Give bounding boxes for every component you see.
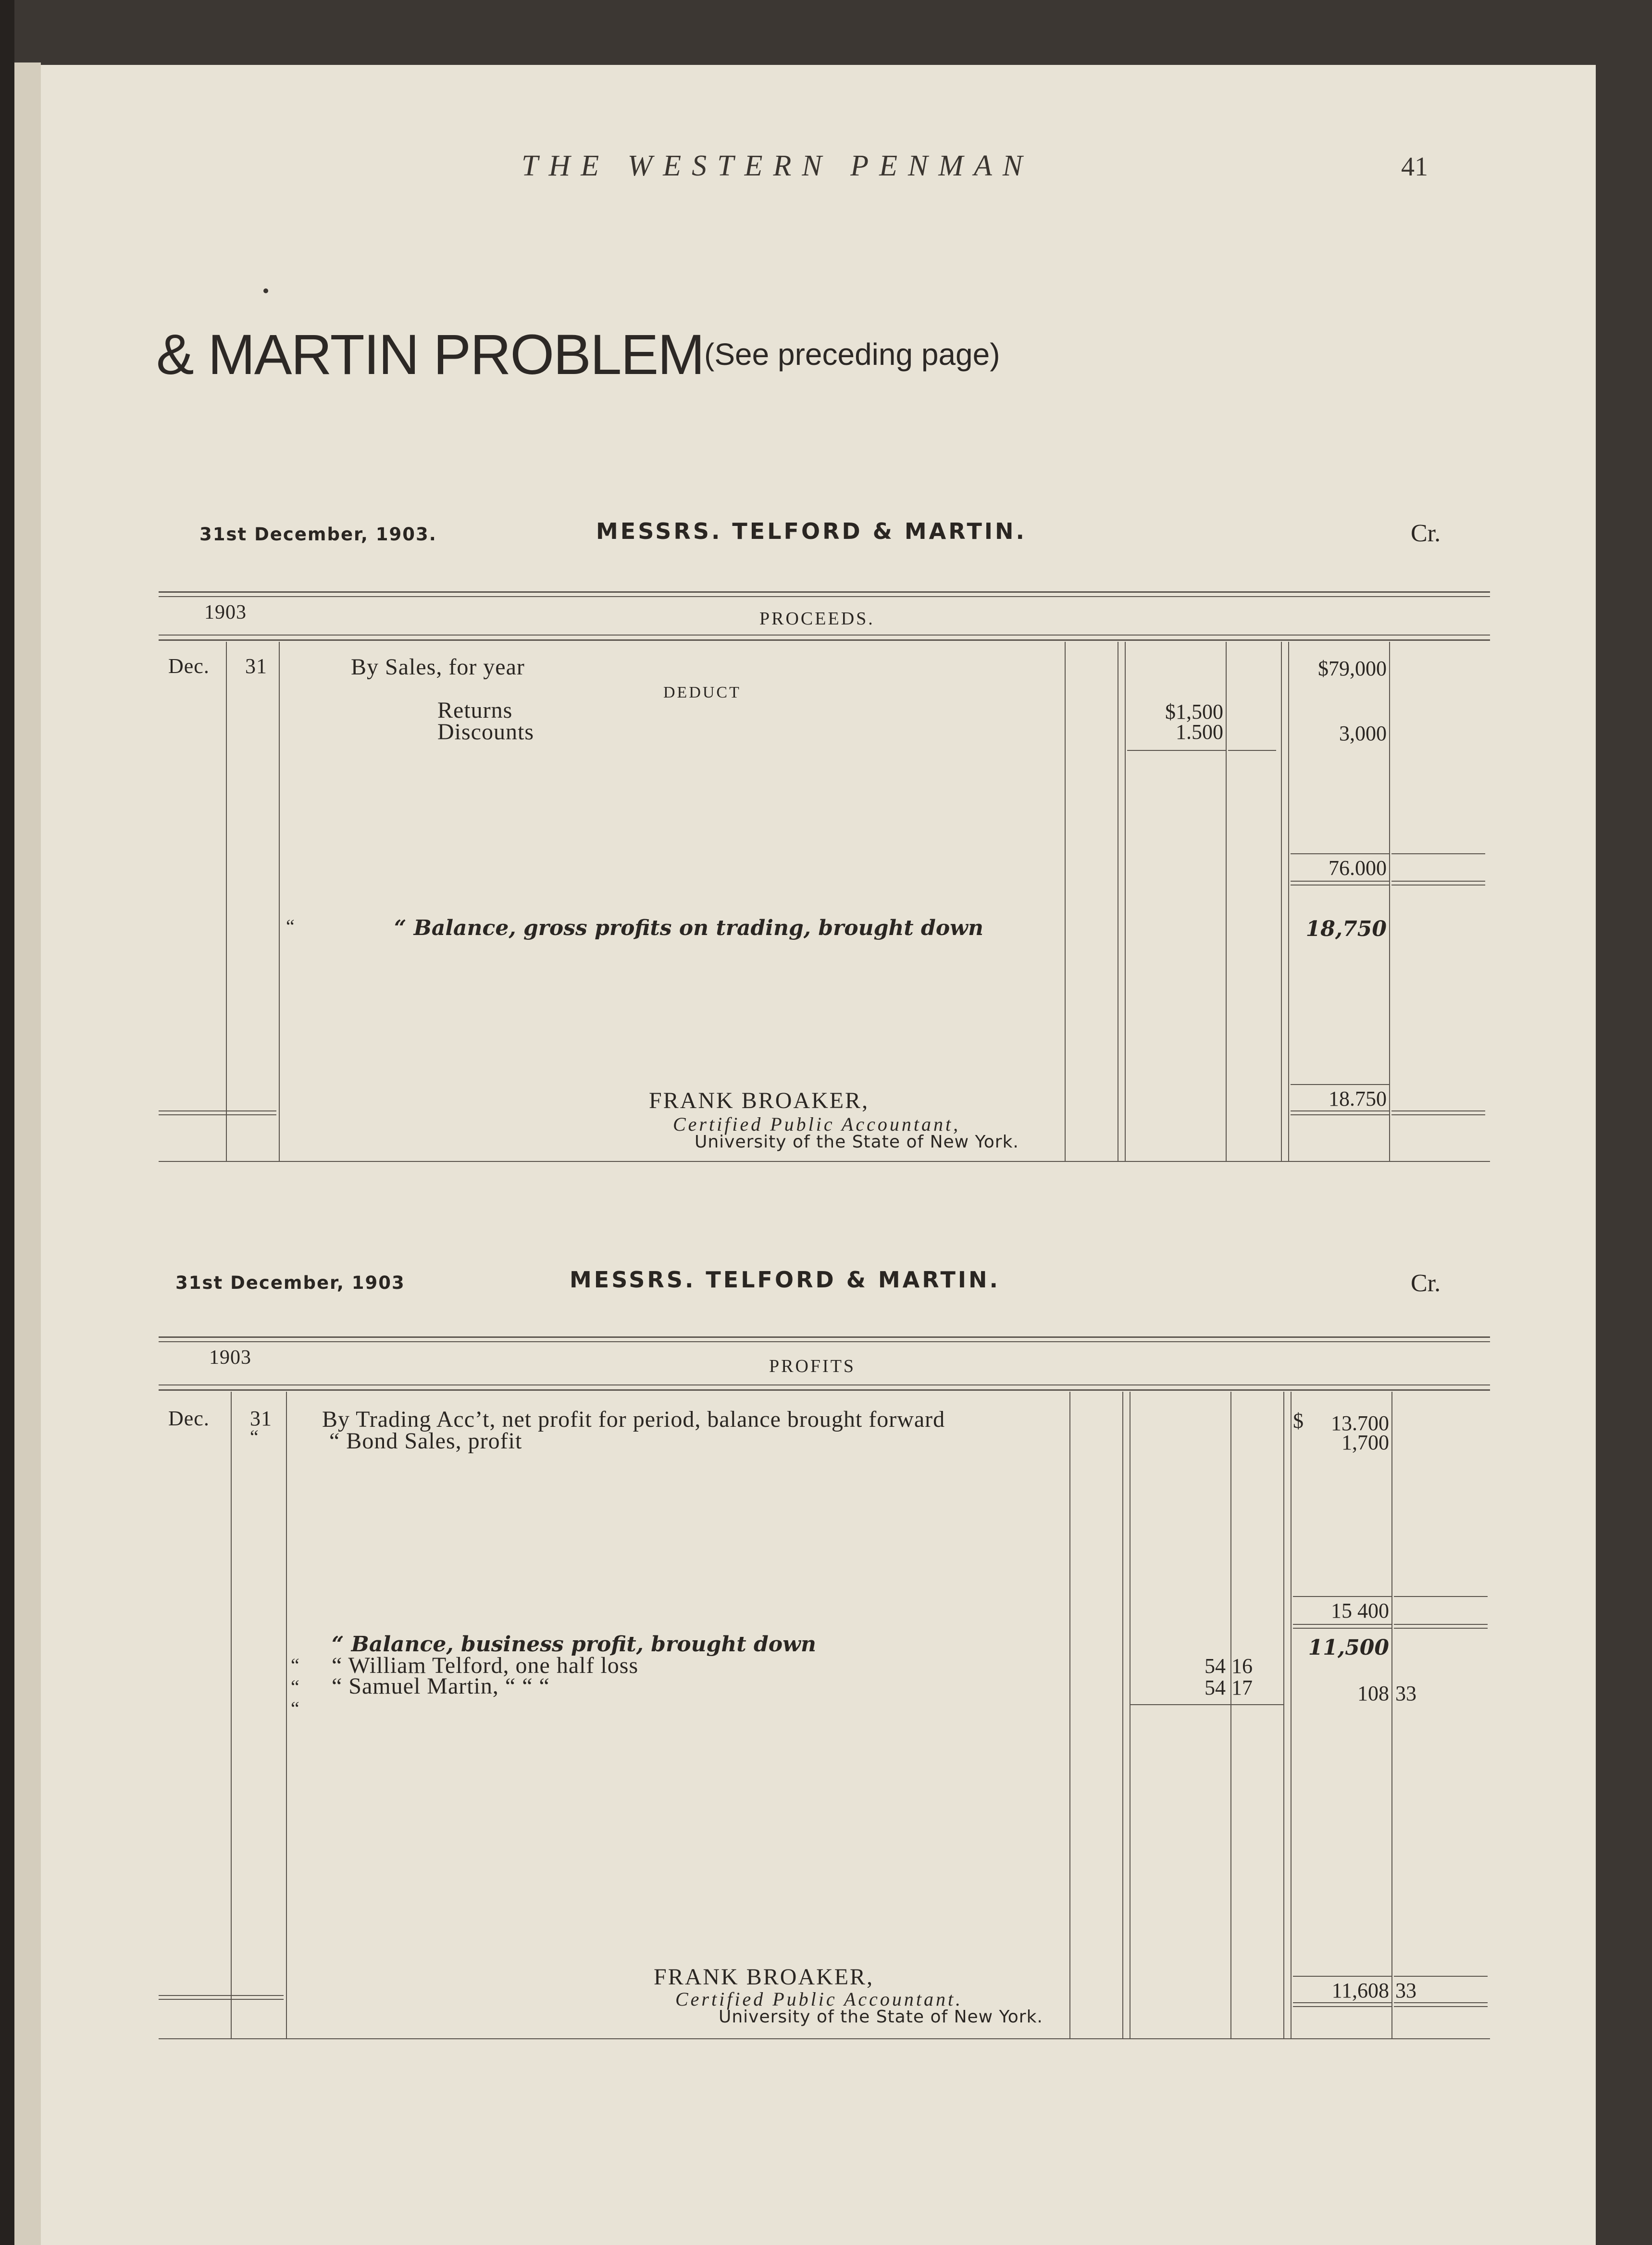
column-rule [1288,642,1289,1161]
running-head: THE WESTERN PENMAN [522,150,1033,182]
total-rule [1394,2006,1488,2007]
ditto-mark: “ [291,1676,300,1697]
total-rule [1391,1114,1485,1115]
entry-day: 31 [250,1407,272,1430]
dollar-sign: $ [1293,1409,1304,1433]
section-heading: PROCEEDS. [759,609,875,629]
section-heading: PROFITS [769,1356,856,1376]
credit-label: Cr. [1411,1270,1441,1297]
sum-rule [1291,1084,1389,1085]
rule [159,2038,1490,2039]
final-dollars: 11,608 [1331,1979,1389,2002]
deduct-label: DEDUCT [663,684,741,701]
sum-rule [1291,853,1389,854]
total-rule [1394,1624,1488,1625]
column-rule [226,642,227,1161]
column-rule [286,1392,287,2038]
rule [159,1161,1490,1162]
account-firm-name: MESSRS. TELFORD & MARTIN. [570,1267,1001,1293]
ditto-mark: “ [286,915,295,937]
martin-cents: 17 [1231,1676,1253,1699]
rule [159,1341,1490,1342]
telford-cents: 16 [1231,1654,1253,1678]
balance-label: “ Balance, business profit, brought down [332,1632,816,1657]
final-total: 18.750 [1329,1087,1387,1110]
total-rule [159,1999,284,2000]
total-rule [1293,2002,1391,2003]
sum-rule [1293,1976,1391,1977]
total-rule [1291,1114,1389,1115]
ink-dot [263,288,268,293]
balance-amount: 18,750 [1305,917,1387,941]
sum-rule [1293,1596,1391,1597]
column-rule [1226,642,1227,1161]
page [41,65,1596,2245]
account-firm-name: MESSRS. TELFORD & MARTIN. [596,518,1027,544]
account-year: 1903 [209,1347,251,1369]
sum-rule [1394,1596,1488,1597]
net-total: 76.000 [1329,856,1387,880]
credit-label: Cr. [1411,520,1441,547]
ditto-mark: “ [291,1654,300,1676]
deduct-total: 3,000 [1339,722,1387,745]
rule [159,635,1490,636]
sum-rule [1391,853,1485,854]
column-rule [279,642,280,1161]
column-rule [1122,1392,1123,2038]
total-rule [159,1110,276,1111]
account-year: 1903 [204,601,247,624]
final-cents: 33 [1395,1979,1416,2002]
total-rule [1391,881,1485,882]
returns-amount: $1,500 [1165,700,1223,723]
facing-page-edge [14,62,41,2245]
bond-sales-amount: 1,700 [1341,1431,1389,1454]
discounts-amount: 1.500 [1176,720,1223,744]
trading-label: By Trading Acc’t, net profit for period, balance brought forward [322,1407,945,1432]
total-rule [1291,881,1389,882]
rule [159,591,1490,593]
total-rule [1391,885,1485,886]
balance-amount: 11,500 [1308,1635,1389,1660]
total-rule [1394,1628,1488,1629]
entry-month: Dec. [168,1407,210,1430]
entry-month: Dec. [168,654,210,678]
ditto-mark: “ [291,1697,300,1719]
sum-rule [1228,750,1276,751]
signer-title: Certified Public Accountant. [675,1988,963,2010]
column-rule [1230,1392,1231,2038]
column-rule [1283,1392,1284,2038]
ditto-mark: “ [250,1426,259,1447]
martin-dollars: 54 [1205,1676,1226,1699]
book-gutter [0,0,14,2245]
signer-title: Certified Public Accountant, [673,1113,961,1135]
account-date-heading: 31st December, 1903 [175,1272,405,1293]
loss-dollars: 108 [1357,1682,1389,1705]
balance-label: “ Balance, gross profits on trading, brought down [394,916,984,940]
bond-sales-label: “ Bond Sales, profit [329,1428,522,1454]
sales-label: By Sales, for year [351,654,525,680]
martin-label: “ Samuel Martin, “ “ “ [332,1673,550,1699]
total-rule [159,1995,284,1996]
sum-rule [1127,750,1226,751]
title-note: (See preceding page) [704,337,1000,372]
entry-day: 31 [245,654,267,678]
column-rule [1125,642,1126,1161]
signer-name: FRANK BROAKER, [649,1088,869,1113]
rule [159,639,1490,641]
total-rule [1293,1624,1391,1625]
telford-dollars: 54 [1205,1654,1226,1678]
column-rule [1281,642,1282,1161]
column-rule [1389,642,1390,1161]
column-rule [1291,1392,1292,2038]
telford-label: “ William Telford, one half loss [332,1653,639,1678]
total-rule [1394,2002,1488,2003]
total-rule [1293,2006,1391,2007]
signer-university: University of the State of New York. [719,2007,1043,2027]
rule [159,596,1490,597]
loss-cents: 33 [1395,1682,1416,1705]
total-rule [1293,1628,1391,1629]
column-rule [1391,1392,1392,2038]
total-rule [159,1114,276,1115]
column-rule [1069,1392,1070,2038]
sum-rule [1130,1704,1283,1705]
rule [159,1384,1490,1385]
total-rule [1291,1110,1389,1111]
rule [159,1389,1490,1391]
account-date-heading: 31st December, 1903. [199,524,437,545]
signer-university: University of the State of New York. [695,1132,1019,1152]
discounts-label: Discounts [437,719,534,745]
returns-label: Returns [437,698,513,723]
rule [159,1336,1490,1338]
signer-name: FRANK BROAKER, [654,1964,874,1990]
column-rule [231,1392,232,2038]
trading-amount: 13.700 [1331,1411,1389,1435]
sales-amount: $79,000 [1318,657,1387,680]
total-rule [1391,1110,1485,1111]
total-rule [1291,885,1389,886]
page-number: 41 [1401,152,1428,182]
column-rule [1065,642,1066,1161]
subtotal-amount: 15 400 [1331,1599,1389,1622]
page-title: & MARTIN PROBLEM [156,323,704,387]
sum-rule [1394,1976,1488,1977]
